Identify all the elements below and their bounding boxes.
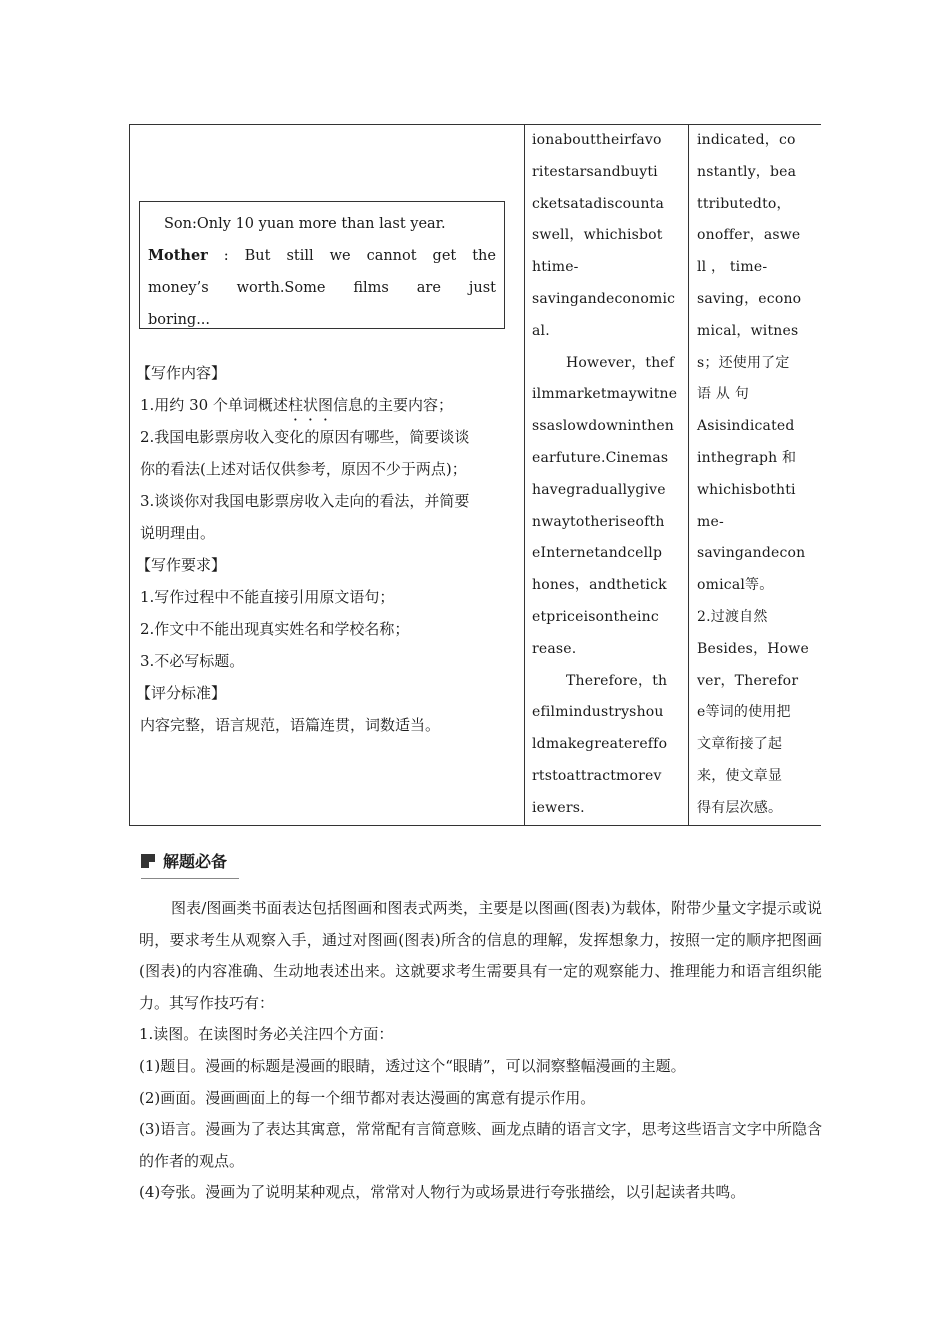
dialog-word: boring... [148, 312, 211, 328]
essay-line: ldmakegreatereffo [532, 736, 668, 753]
dialog-line-mother-2 [148, 272, 496, 304]
commentary-line: mical，witnes [697, 322, 799, 339]
sample-essay-column [524, 125, 689, 825]
scoring-heading: 【评分标准】 [136, 684, 227, 702]
dialog-line-son [148, 208, 496, 240]
essay-line: havegraduallygive [532, 481, 666, 498]
commentary-line: ll ， time- [697, 259, 768, 276]
essay-line: etpriceisontheinc [532, 608, 659, 625]
tip-title: (1)题目。漫画的标题是漫画的眼睛，透过这个“眼睛”，可以洞察整幅漫画的主题。 [139, 1056, 686, 1075]
essay-line: ionabouttheirfavo [532, 132, 662, 148]
commentary-line: whichisbothti [697, 481, 796, 498]
dialog-word: the [472, 248, 496, 264]
commentary-line: 来，使文章显 [697, 767, 783, 784]
task-item-3-line-2: 说明理由。 [140, 524, 216, 542]
task-item-2-line-1: 2.我国电影票房收入变化的原因有哪些，简要谈谈 [140, 428, 470, 446]
dialog-word: we [329, 248, 351, 264]
requirement-3: 3.不必写标题。 [140, 652, 245, 670]
requirement-heading: 【写作要求】 [136, 556, 227, 574]
commentary-line: saving，econo [697, 290, 802, 307]
commentary-line: 文章衔接了起 [697, 736, 783, 753]
task-item-1 [136, 389, 520, 421]
essay-line: eInternetandcellp [532, 545, 663, 562]
dialog-son-text: :Only 10 yuan more than last year. [192, 216, 446, 232]
dialog-word: just [468, 280, 496, 296]
body-text [139, 893, 822, 1209]
commentary-line: s；还使用了定 [697, 354, 790, 371]
essay-line: ssaslowdowninthen [532, 418, 675, 435]
requirement-2: 2.作文中不能出现真实姓名和学校名称； [140, 620, 410, 638]
commentary-line: e等词的使用把 [697, 704, 791, 721]
tip-exaggeration: (4)夸张。漫画为了说明某种观点，常常对人物行为或场景进行夸张描绘，以引起读者共鸣。 [139, 1183, 746, 1202]
tip-language: (3)语言。漫画为了表达其寓意，常常配有言简意赅、画龙点睛的语言文字，思考这些语言文字中所隐含的作者的观点。 [139, 1120, 822, 1170]
commentary-line: ttributedto， [697, 195, 791, 212]
section-title: 解题必备 [163, 852, 228, 871]
dialog-word: still [286, 248, 314, 264]
commentary-line: 语 从 句 [697, 386, 749, 403]
speaker-mother: Mother [148, 247, 208, 264]
scoring-text: 内容完整，语言规范，语篇连贯，词数适当。 [140, 716, 441, 734]
commentary-line: 2.过渡自然 [697, 608, 768, 625]
task-item-3-line-1: 3.谈谈你对我国电影票房收入走向的看法，并简要 [140, 492, 470, 510]
dialog-line-mother-3 [148, 304, 496, 336]
commentary-line: Besides，Howe [697, 640, 809, 657]
dialog-line-mother [148, 240, 496, 272]
essay-line: cketsatadiscounta [532, 195, 665, 212]
dialog-word: cannot [366, 248, 417, 264]
task-item-2-line-2: 你的看法(上述对话仅供参考，原因不少于两点)； [140, 460, 467, 478]
commentary-line: nstantly，bea [697, 163, 797, 180]
dialog-word: films [353, 280, 389, 296]
tip-read-chart: 1.读图。在读图时务必关注四个方面： [139, 1025, 394, 1044]
commentary-lines [689, 128, 821, 828]
requirement-1: 1.写作过程中不能直接引用原文语句； [140, 588, 395, 606]
commentary-line: me- [697, 513, 724, 530]
task-requirements [136, 357, 520, 741]
task-item-1-post: 信息的主要内容； [332, 396, 453, 414]
commentary-column [689, 125, 821, 825]
essay-line: rease. [532, 640, 577, 657]
content-heading: 【写作内容】 [136, 364, 227, 382]
intro-paragraph: 图表/图画类书面表达包括图画和图表式两类，主要是以图画(图表)为载体，附带少量文字提示或说明，要求考生从观察入手，通过对图画(图表)所含的信息的理解，发挥想象力，按照一定的顺序把图画(图表)的内容准确、生动地表述出来。这就要求考生需要具有一定的观察能力、推理能力和语言组织能力。其写作技巧有： [139, 899, 822, 1012]
emphasis-char: 状 [302, 396, 318, 414]
commentary-line: savingandecon [697, 545, 806, 562]
essay-line: ritestarsandbuyti [532, 163, 658, 180]
essay-line: al. [532, 322, 550, 339]
dialog-word: are [416, 280, 441, 296]
commentary-line: omical等。 [697, 577, 774, 594]
essay-line: ilmmarketmaywitne [532, 386, 678, 403]
commentary-line: ver，Therefor [697, 672, 799, 689]
essay-line: rtstoattractmorev [532, 767, 662, 784]
tip-picture: (2)画面。漫画画面上的每一个细节都对表达漫画的寓意有提示作用。 [139, 1088, 596, 1107]
dialog-word: get [432, 248, 457, 264]
essay-line: htime- [532, 259, 579, 276]
commentary-line: inthegraph 和 [697, 449, 797, 466]
answer-table [129, 124, 821, 826]
essay-line: Therefore，th [566, 672, 668, 689]
task-item-1-pre: 1.用约 30 个单词概述 [140, 396, 288, 414]
dialog-word: money’s [148, 280, 209, 296]
essay-line: nwaytotheriseofth [532, 513, 665, 530]
task-column [129, 125, 525, 825]
essay-line: savingandeconomic [532, 290, 676, 307]
essay-line: efilmindustryshou [532, 704, 664, 721]
dialog-box [139, 201, 505, 329]
speaker-son: Son [164, 216, 193, 232]
dialog-word: worth.Some [236, 280, 326, 296]
essay-line: However，thef [566, 354, 675, 371]
commentary-line: indicated，co [697, 132, 796, 148]
essay-line: iewers. [532, 799, 585, 816]
sample-essay-lines [524, 128, 688, 828]
emphasis-char: 图 [317, 396, 333, 414]
section-square-icon [141, 854, 155, 868]
commentary-line: 得有层次感。 [697, 799, 783, 816]
dialog-word: : [223, 248, 229, 264]
essay-line: earfuture.Cinemas [532, 449, 669, 466]
commentary-line: Asisindicated [697, 418, 795, 435]
commentary-line: onoffer，aswe [697, 227, 801, 244]
essay-line: hones，andthetick [532, 577, 667, 594]
essay-line: swell，whichisbot [532, 227, 663, 244]
emphasis-char: 柱 [287, 396, 303, 414]
section-heading [141, 850, 239, 879]
dialog-word: But [244, 248, 271, 264]
